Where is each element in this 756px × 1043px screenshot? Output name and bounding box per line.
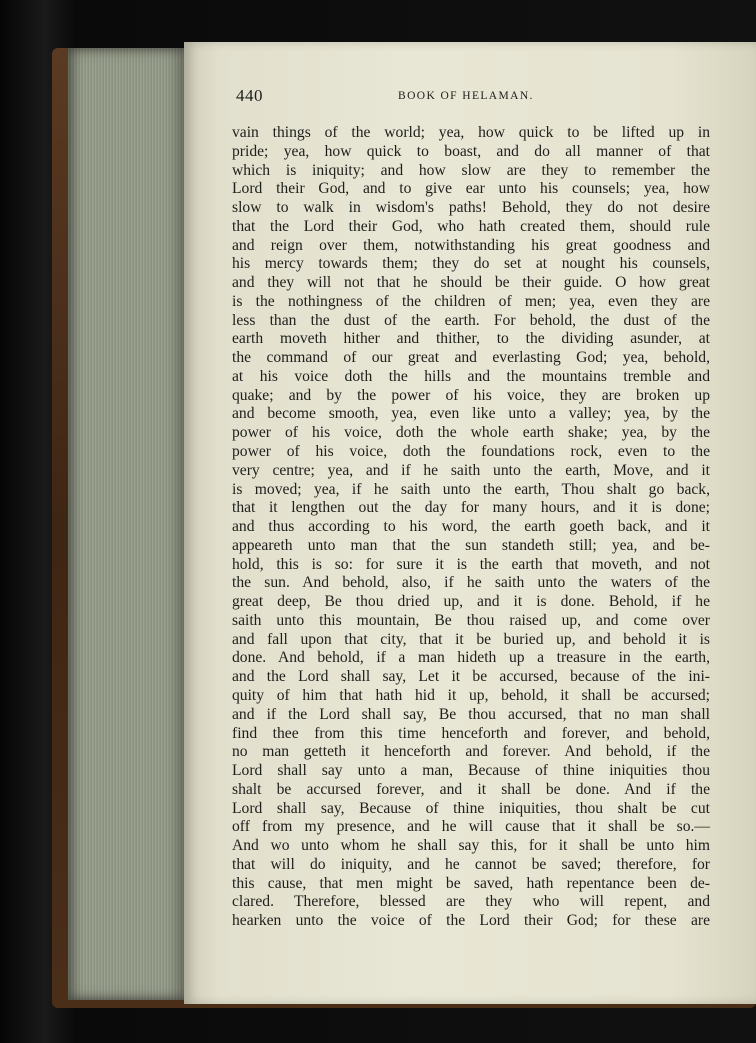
text-line: quity of him that hath hid it up, behold, it shall be accursed;	[232, 686, 710, 704]
text-line: Lord shall say, Because of thine iniquities, thou shalt be cut	[232, 799, 710, 817]
text-line: pride; yea, how quick to boast, and do all manner of that	[232, 142, 710, 160]
page-header	[236, 86, 711, 108]
text-line: great deep, Be thou dried up, and it is done. Behold, if he	[232, 593, 710, 611]
text-line: power of his voice, doth the whole earth shake; yea, by the	[232, 424, 710, 442]
text-line: done. And behold, if a man hideth up a treasure in the earth,	[232, 649, 710, 667]
text-line: and they will not that he should be their guide. O how great	[232, 274, 710, 292]
text-line: vain things of the world; yea, how quick to be lifted up in	[232, 124, 710, 141]
text-line: which is iniquity; and how slow are they to remember the	[232, 161, 710, 179]
running-head: BOOK OF HELAMAN.	[398, 90, 534, 102]
text-line: and reign over them, notwithstanding his great goodness and	[232, 236, 710, 254]
text-line: clared. Therefore, blessed are they who will repent, and	[232, 893, 710, 911]
text-line: less than the dust of the earth. For behold, the dust of the	[232, 311, 710, 329]
text-line: and the Lord shall say, Let it be accursed, because of the ini-	[232, 668, 710, 686]
text-line: this cause, that men might be saved, hath repentance been de-	[232, 874, 710, 892]
text-line: and fall upon that city, that it be buried up, and behold it is	[232, 630, 710, 648]
text-line: hearken unto the voice of the Lord their God; for these are	[232, 912, 710, 930]
body-text	[232, 124, 710, 931]
text-line: and become smooth, yea, even like unto a valley; yea, by the	[232, 405, 710, 423]
text-line: and if the Lord shall say, Be thou accursed, that no man shall	[232, 705, 710, 723]
text-line: no man getteth it henceforth and forever. And behold, if the	[232, 743, 710, 761]
text-line: the sun. And behold, also, if he saith unto the waters of the	[232, 574, 710, 592]
text-line: Lord their God, and to give ear unto his counsels; yea, how	[232, 180, 710, 198]
text-line: off from my presence, and he will cause that it shall be so.—	[232, 818, 710, 836]
page-edges	[68, 48, 188, 1000]
text-line: saith unto this mountain, Be thou raised up, and come over	[232, 611, 710, 629]
text-line: that the Lord their God, who hath created them, should rule	[232, 217, 710, 235]
text-line: power of his voice, doth the foundations rock, even to the	[232, 443, 710, 461]
text-line: the command of our great and everlasting God; yea, behold,	[232, 349, 710, 367]
text-line: is moved; yea, if he saith unto the earth, Thou shalt go back,	[232, 480, 710, 498]
page-number: 440	[236, 86, 263, 105]
text-line: quake; and by the power of his voice, they are broken up	[232, 386, 710, 404]
text-line: very centre; yea, and if he saith unto the earth, Move, and it	[232, 461, 710, 479]
text-line: shalt be accursed forever, and it shall be done. And if the	[232, 780, 710, 798]
text-line: his mercy towards them; they do set at nought his counsels,	[232, 255, 710, 273]
text-line: is the nothingness of the children of men; yea, even they are	[232, 292, 710, 310]
text-line: hold, this is so: for sure it is the earth that moveth, and not	[232, 555, 710, 573]
text-line: that will do iniquity, and he cannot be saved; therefore, for	[232, 855, 710, 873]
text-line: earth moveth hither and thither, to the dividing asunder, at	[232, 330, 710, 348]
text-line: at his voice doth the hills and the mountains tremble and	[232, 367, 710, 385]
text-line: and thus according to his word, the earth goeth back, and it	[232, 518, 710, 536]
text-line: Lord shall say unto a man, Because of thine iniquities thou	[232, 762, 710, 780]
text-line: appeareth unto man that the sun standeth still; yea, and be-	[232, 536, 710, 554]
text-line: that it lengthen out the day for many hours, and it is done;	[232, 499, 710, 517]
text-line: slow to walk in wisdom's paths! Behold, they do not desire	[232, 199, 710, 217]
text-line: And wo unto whom he shall say this, for it shall be unto him	[232, 837, 710, 855]
text-line: find thee from this time henceforth and forever, and behold,	[232, 724, 710, 742]
